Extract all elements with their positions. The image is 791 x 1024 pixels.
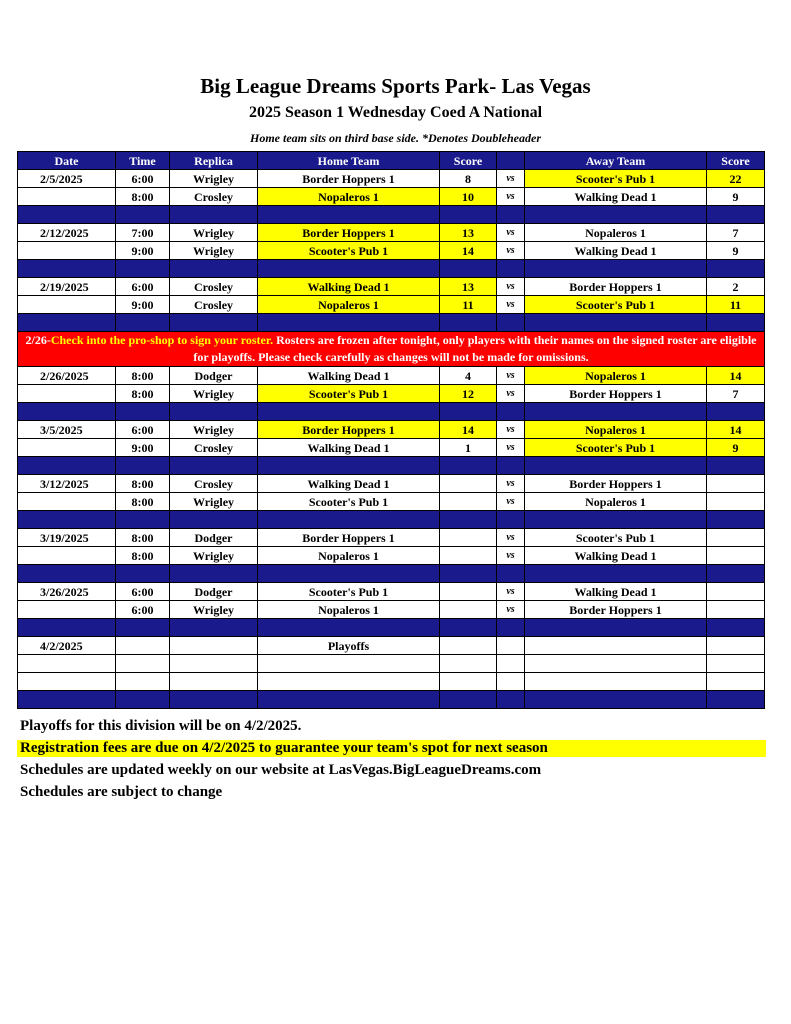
website-info: Schedules are updated weekly on our website at LasVegas.BigLeagueDreams.com xyxy=(20,762,542,778)
game-field: Wrigley xyxy=(170,493,258,511)
separator-cell xyxy=(18,403,116,421)
away-score: 14 xyxy=(707,367,765,385)
separator-cell xyxy=(170,619,258,637)
away-team: Border Hoppers 1 xyxy=(525,385,707,403)
home-score xyxy=(440,547,497,565)
game-date xyxy=(18,296,116,314)
home-team: Border Hoppers 1 xyxy=(258,224,440,242)
separator-cell xyxy=(258,457,440,475)
home-score: 10 xyxy=(440,188,497,206)
col-away-team: Away Team xyxy=(525,152,707,170)
playoffs-row xyxy=(18,637,765,655)
separator-cell xyxy=(707,457,765,475)
playoffs-label: Playoffs xyxy=(258,637,440,655)
separator-cell xyxy=(170,403,258,421)
game-date: 2/19/2025 xyxy=(18,278,116,296)
separator-row xyxy=(18,511,765,529)
away-score xyxy=(707,583,765,601)
separator-cell xyxy=(440,619,497,637)
vs-label: vs xyxy=(497,547,525,565)
game-time: 6:00 xyxy=(116,601,170,619)
separator-cell xyxy=(525,619,707,637)
separator-cell xyxy=(497,457,525,475)
separator-cell xyxy=(525,691,707,709)
game-row xyxy=(18,385,765,403)
home-team: Border Hoppers 1 xyxy=(258,529,440,547)
notice-date: 2/26- xyxy=(25,333,51,347)
away-score: 2 xyxy=(707,278,765,296)
separator-row xyxy=(18,619,765,637)
empty-cell xyxy=(497,655,525,673)
away-team: Scooter's Pub 1 xyxy=(525,170,707,188)
separator-cell xyxy=(170,206,258,224)
game-row xyxy=(18,421,765,439)
notice-text: Rosters are frozen after tonight, only players with their names on the signed roster are eligible for playoffs. Please check carefully as changes will not be made for omissions. xyxy=(193,333,757,364)
separator-cell xyxy=(525,260,707,278)
home-score: 11 xyxy=(440,296,497,314)
separator-cell xyxy=(497,403,525,421)
home-score: 8 xyxy=(440,170,497,188)
empty-cell xyxy=(170,637,258,655)
separator-cell xyxy=(707,565,765,583)
game-field: Dodger xyxy=(170,529,258,547)
vs-label: vs xyxy=(497,170,525,188)
away-team: Nopaleros 1 xyxy=(525,421,707,439)
empty-cell xyxy=(525,637,707,655)
game-time: 9:00 xyxy=(116,242,170,260)
home-score: 14 xyxy=(440,242,497,260)
separator-cell xyxy=(116,314,170,332)
game-field: Wrigley xyxy=(170,601,258,619)
empty-cell xyxy=(170,655,258,673)
blank-row xyxy=(18,655,765,673)
game-row xyxy=(18,170,765,188)
game-field: Wrigley xyxy=(170,224,258,242)
separator-cell xyxy=(707,403,765,421)
game-time: 7:00 xyxy=(116,224,170,242)
home-team: Walking Dead 1 xyxy=(258,439,440,457)
roster-notice xyxy=(18,332,765,367)
empty-cell xyxy=(525,673,707,691)
separator-cell xyxy=(170,511,258,529)
game-row xyxy=(18,242,765,260)
vs-label: vs xyxy=(497,475,525,493)
separator-cell xyxy=(116,691,170,709)
vs-label: vs xyxy=(497,296,525,314)
empty-cell xyxy=(258,673,440,691)
playoffs-date: 4/2/2025 xyxy=(18,637,116,655)
separator-cell xyxy=(440,403,497,421)
game-field: Crosley xyxy=(170,475,258,493)
away-team: Border Hoppers 1 xyxy=(525,278,707,296)
separator-cell xyxy=(170,565,258,583)
separator-cell xyxy=(440,457,497,475)
game-field: Wrigley xyxy=(170,547,258,565)
game-time: 6:00 xyxy=(116,170,170,188)
home-team: Walking Dead 1 xyxy=(258,278,440,296)
away-score xyxy=(707,493,765,511)
home-team: Walking Dead 1 xyxy=(258,367,440,385)
game-date xyxy=(18,385,116,403)
empty-cell xyxy=(440,655,497,673)
roster-notice-row xyxy=(18,332,765,367)
game-field: Wrigley xyxy=(170,421,258,439)
empty-cell xyxy=(440,637,497,655)
game-field: Wrigley xyxy=(170,170,258,188)
game-row xyxy=(18,475,765,493)
separator-cell xyxy=(440,565,497,583)
home-score: 1 xyxy=(440,439,497,457)
empty-cell xyxy=(497,637,525,655)
away-team: Nopaleros 1 xyxy=(525,493,707,511)
game-date: 3/5/2025 xyxy=(18,421,116,439)
game-field: Crosley xyxy=(170,439,258,457)
home-team: Scooter's Pub 1 xyxy=(258,583,440,601)
game-row xyxy=(18,439,765,457)
playoffs-info: Playoffs for this division will be on 4/2/2025. xyxy=(20,718,302,734)
away-score: 11 xyxy=(707,296,765,314)
separator-cell xyxy=(707,619,765,637)
away-team: Border Hoppers 1 xyxy=(525,475,707,493)
separator-cell xyxy=(18,314,116,332)
separator-cell xyxy=(497,206,525,224)
away-score: 7 xyxy=(707,224,765,242)
home-score: 13 xyxy=(440,224,497,242)
vs-label: vs xyxy=(497,439,525,457)
empty-cell xyxy=(707,655,765,673)
game-row xyxy=(18,601,765,619)
game-row xyxy=(18,547,765,565)
separator-row xyxy=(18,691,765,709)
home-score: 14 xyxy=(440,421,497,439)
game-field: Dodger xyxy=(170,367,258,385)
game-field: Crosley xyxy=(170,278,258,296)
col-vs xyxy=(497,152,525,170)
game-date xyxy=(18,601,116,619)
away-score xyxy=(707,547,765,565)
empty-cell xyxy=(18,655,116,673)
separator-cell xyxy=(525,314,707,332)
separator-cell xyxy=(440,206,497,224)
separator-cell xyxy=(525,206,707,224)
col-home-score: Score xyxy=(440,152,497,170)
vs-label: vs xyxy=(497,367,525,385)
game-field: Crosley xyxy=(170,296,258,314)
separator-cell xyxy=(707,314,765,332)
separator-cell xyxy=(707,511,765,529)
separator-cell xyxy=(18,619,116,637)
game-time: 9:00 xyxy=(116,439,170,457)
empty-cell xyxy=(116,637,170,655)
empty-cell xyxy=(707,637,765,655)
change-disclaimer: Schedules are subject to change xyxy=(20,784,223,800)
away-score: 7 xyxy=(707,385,765,403)
separator-row xyxy=(18,403,765,421)
separator-cell xyxy=(497,691,525,709)
schedule-table xyxy=(17,151,765,709)
game-time: 8:00 xyxy=(116,188,170,206)
separator-cell xyxy=(18,206,116,224)
game-time: 8:00 xyxy=(116,529,170,547)
separator-cell xyxy=(116,565,170,583)
empty-cell xyxy=(116,655,170,673)
game-date: 2/26/2025 xyxy=(18,367,116,385)
separator-row xyxy=(18,565,765,583)
vs-label: vs xyxy=(497,242,525,260)
empty-cell xyxy=(18,673,116,691)
col-time: Time xyxy=(116,152,170,170)
home-team: Nopaleros 1 xyxy=(258,601,440,619)
away-team: Scooter's Pub 1 xyxy=(525,439,707,457)
away-team: Walking Dead 1 xyxy=(525,547,707,565)
separator-cell xyxy=(116,457,170,475)
blank-row xyxy=(18,673,765,691)
separator-cell xyxy=(116,511,170,529)
separator-cell xyxy=(707,206,765,224)
separator-cell xyxy=(707,691,765,709)
separator-cell xyxy=(497,565,525,583)
home-team: Scooter's Pub 1 xyxy=(258,493,440,511)
game-row xyxy=(18,296,765,314)
away-score xyxy=(707,529,765,547)
away-team: Walking Dead 1 xyxy=(525,188,707,206)
vs-label: vs xyxy=(497,601,525,619)
separator-cell xyxy=(258,619,440,637)
col-replica: Replica xyxy=(170,152,258,170)
game-time: 6:00 xyxy=(116,278,170,296)
separator-cell xyxy=(525,511,707,529)
away-team: Walking Dead 1 xyxy=(525,242,707,260)
away-score: 22 xyxy=(707,170,765,188)
home-score: 12 xyxy=(440,385,497,403)
home-score xyxy=(440,583,497,601)
home-score: 13 xyxy=(440,278,497,296)
game-date: 2/5/2025 xyxy=(18,170,116,188)
vs-label: vs xyxy=(497,278,525,296)
separator-cell xyxy=(18,511,116,529)
home-score xyxy=(440,529,497,547)
home-score xyxy=(440,493,497,511)
game-date xyxy=(18,188,116,206)
game-date xyxy=(18,493,116,511)
vs-label: vs xyxy=(497,493,525,511)
home-team: Scooter's Pub 1 xyxy=(258,385,440,403)
away-score: 9 xyxy=(707,242,765,260)
header-row xyxy=(18,152,765,170)
game-row xyxy=(18,367,765,385)
separator-cell xyxy=(497,314,525,332)
away-score xyxy=(707,601,765,619)
separator-cell xyxy=(440,260,497,278)
notice-highlight: Check into the pro-shop to sign your roster. xyxy=(50,333,274,347)
page-title: Big League Dreams Sports Park- Las Vegas xyxy=(200,74,591,98)
home-score xyxy=(440,601,497,619)
home-team: Nopaleros 1 xyxy=(258,188,440,206)
vs-label: vs xyxy=(497,529,525,547)
game-date xyxy=(18,547,116,565)
separator-cell xyxy=(170,314,258,332)
separator-cell xyxy=(525,457,707,475)
separator-cell xyxy=(440,314,497,332)
game-row xyxy=(18,188,765,206)
separator-cell xyxy=(525,565,707,583)
game-date: 3/26/2025 xyxy=(18,583,116,601)
away-score: 14 xyxy=(707,421,765,439)
away-score xyxy=(707,475,765,493)
home-team: Nopaleros 1 xyxy=(258,296,440,314)
page-subtitle: 2025 Season 1 Wednesday Coed A National xyxy=(248,104,543,121)
empty-cell xyxy=(170,673,258,691)
vs-label: vs xyxy=(497,224,525,242)
separator-cell xyxy=(258,206,440,224)
game-row xyxy=(18,583,765,601)
schedule-body xyxy=(18,170,765,709)
separator-cell xyxy=(497,619,525,637)
game-time: 8:00 xyxy=(116,475,170,493)
col-home-team: Home Team xyxy=(258,152,440,170)
away-team: Nopaleros 1 xyxy=(525,367,707,385)
game-field: Crosley xyxy=(170,188,258,206)
home-team-note: Home team sits on third base side. *Denotes Doubleheader xyxy=(250,131,541,145)
vs-label: vs xyxy=(497,385,525,403)
game-time: 6:00 xyxy=(116,421,170,439)
registration-notice: Registration fees are due on 4/2/2025 to guarantee your team's spot for next season xyxy=(17,740,766,757)
separator-row xyxy=(18,260,765,278)
separator-cell xyxy=(258,691,440,709)
away-team: Border Hoppers 1 xyxy=(525,601,707,619)
home-team: Scooter's Pub 1 xyxy=(258,242,440,260)
away-team: Nopaleros 1 xyxy=(525,224,707,242)
game-time: 8:00 xyxy=(116,385,170,403)
game-date: 2/12/2025 xyxy=(18,224,116,242)
separator-row xyxy=(18,314,765,332)
away-score: 9 xyxy=(707,439,765,457)
game-row xyxy=(18,224,765,242)
separator-cell xyxy=(18,565,116,583)
game-date xyxy=(18,242,116,260)
game-time: 8:00 xyxy=(116,547,170,565)
game-time: 6:00 xyxy=(116,583,170,601)
separator-cell xyxy=(116,403,170,421)
separator-cell xyxy=(497,511,525,529)
game-time: 8:00 xyxy=(116,367,170,385)
game-date xyxy=(18,439,116,457)
separator-cell xyxy=(18,260,116,278)
separator-cell xyxy=(170,691,258,709)
separator-cell xyxy=(258,314,440,332)
home-team: Border Hoppers 1 xyxy=(258,170,440,188)
game-field: Wrigley xyxy=(170,242,258,260)
separator-cell xyxy=(170,457,258,475)
separator-cell xyxy=(116,619,170,637)
separator-cell xyxy=(258,565,440,583)
away-team: Scooter's Pub 1 xyxy=(525,529,707,547)
empty-cell xyxy=(497,673,525,691)
separator-cell xyxy=(116,260,170,278)
away-team: Walking Dead 1 xyxy=(525,583,707,601)
separator-cell xyxy=(18,691,116,709)
empty-cell xyxy=(525,655,707,673)
empty-cell xyxy=(440,673,497,691)
game-date: 3/19/2025 xyxy=(18,529,116,547)
empty-cell xyxy=(707,673,765,691)
game-row xyxy=(18,493,765,511)
separator-cell xyxy=(525,403,707,421)
game-time: 8:00 xyxy=(116,493,170,511)
home-team: Walking Dead 1 xyxy=(258,475,440,493)
col-date: Date xyxy=(18,152,116,170)
separator-cell xyxy=(707,260,765,278)
game-field: Dodger xyxy=(170,583,258,601)
home-team: Border Hoppers 1 xyxy=(258,421,440,439)
game-row xyxy=(18,529,765,547)
separator-cell xyxy=(18,457,116,475)
game-row xyxy=(18,278,765,296)
separator-row xyxy=(18,457,765,475)
separator-cell xyxy=(258,260,440,278)
game-date: 3/12/2025 xyxy=(18,475,116,493)
home-score: 4 xyxy=(440,367,497,385)
away-score: 9 xyxy=(707,188,765,206)
vs-label: vs xyxy=(497,583,525,601)
empty-cell xyxy=(116,673,170,691)
away-team: Scooter's Pub 1 xyxy=(525,296,707,314)
separator-cell xyxy=(440,691,497,709)
separator-cell xyxy=(497,260,525,278)
separator-cell xyxy=(116,206,170,224)
separator-cell xyxy=(258,511,440,529)
home-team: Nopaleros 1 xyxy=(258,547,440,565)
home-score xyxy=(440,475,497,493)
vs-label: vs xyxy=(497,421,525,439)
separator-cell xyxy=(440,511,497,529)
vs-label: vs xyxy=(497,188,525,206)
separator-cell xyxy=(258,403,440,421)
col-away-score: Score xyxy=(707,152,765,170)
separator-cell xyxy=(170,260,258,278)
game-time: 9:00 xyxy=(116,296,170,314)
separator-row xyxy=(18,206,765,224)
empty-cell xyxy=(258,655,440,673)
game-field: Wrigley xyxy=(170,385,258,403)
